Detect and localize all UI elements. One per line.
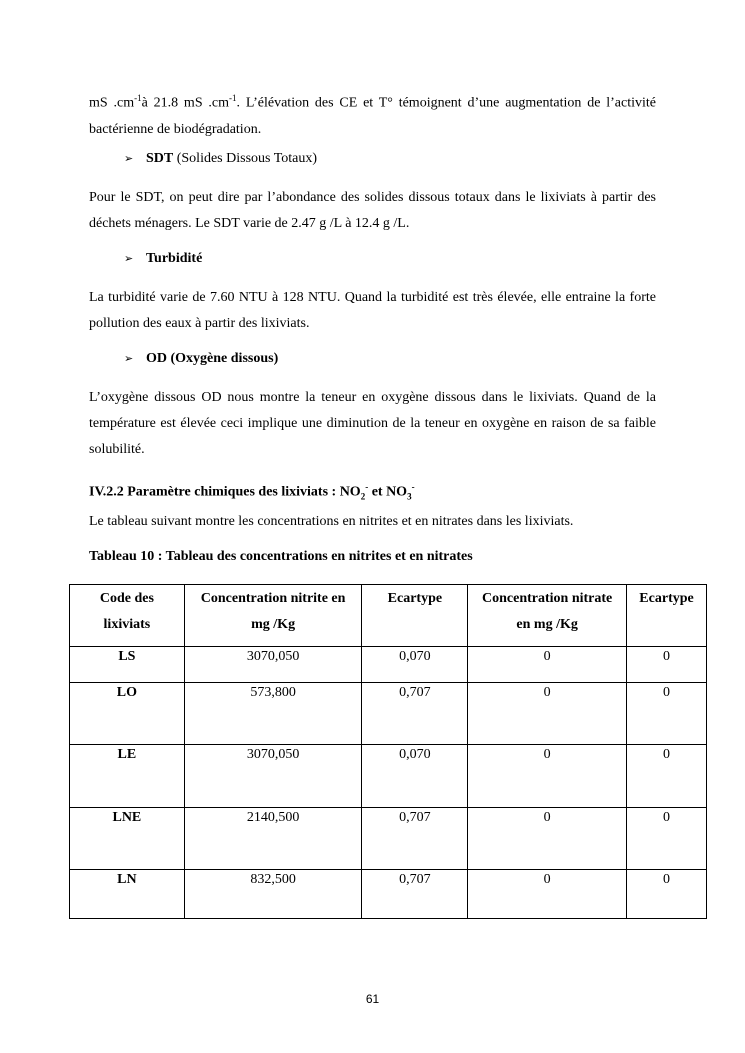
superscript: - [365,482,369,492]
cell-nitrite: 573,800 [184,683,362,745]
header-code: Code des lixiviats [70,585,185,647]
bullet-turbidite [124,249,202,269]
header-ecartype-1: Ecartype [362,585,468,647]
cell-code: LN [70,870,185,919]
header-ecartype-2: Ecartype [627,585,707,647]
cell-nitrite: 3070,050 [184,745,362,808]
arrow-bullet-icon: ➢ [124,252,134,265]
table-row [70,647,707,683]
arrow-bullet-icon: ➢ [124,352,134,365]
cell-nitrate: 0 [468,745,627,808]
bullet-turbidite-label: Turbidité [146,251,203,266]
cell-ecartype-2: 0 [627,870,707,919]
heading-text: IV.2.2 Paramètre chimiques des lixiviats : NO [89,484,361,500]
cell-code: LO [70,683,185,745]
bullet-od [124,349,278,369]
cell-code: LNE [70,808,185,870]
cell-code: LS [70,647,185,683]
cell-ecartype-1: 0,707 [362,808,468,870]
text-run: . L’élévation des CE et T° témoignent d’une augmentation de l’activité bactérienne de biodégradation. [89,95,656,137]
cell-nitrate: 0 [468,870,627,919]
superscript: - [411,482,415,492]
header-nitrite: Concentration nitrite en mg /Kg [184,585,362,647]
table-row [70,808,707,870]
paragraph-od: L’oxygène dissous OD nous montre la teneur en oxygène dissous dans le lixiviats. Quand de la température est élevée ceci implique une diminution de la teneur en oxygène en raison de sa faible solubilité. [89,390,656,457]
header-nitrate: Concentration nitrate en mg /Kg [468,585,627,647]
table-row [70,683,707,745]
cell-ecartype-1: 0,070 [362,647,468,683]
subscript: 3 [407,491,412,502]
superscript: -1 [134,93,142,103]
cell-ecartype-1: 0,070 [362,745,468,808]
bullet-sdt [124,149,317,169]
cell-ecartype-2: 0 [627,647,707,683]
table-header-row [70,585,707,647]
cell-nitrate: 0 [468,647,627,683]
cell-code: LE [70,745,185,808]
concentration-table [69,584,707,919]
bullet-od-label: OD (Oxygène dissous) [146,351,279,366]
bullet-sdt-bold: SDT [146,151,174,166]
table-caption: Tableau 10 : Tableau des concentrations en nitrites et en nitrates [89,549,473,564]
paragraph-sdt: Pour le SDT, on peut dire par l’abondance des solides dissous totaux dans le lixiviats à partir des déchets ménagers. Le SDT varie de 2.47 g /L à 12.4 g /L. [89,190,656,231]
cell-nitrate: 0 [468,808,627,870]
cell-ecartype-2: 0 [627,683,707,745]
heading-text: et NO [368,484,408,500]
paragraph-turbidite: La turbidité varie de 7.60 NTU à 128 NTU. Quand la turbidité est très élevée, elle entraine la forte pollution des eaux à partir des lixiviats. [89,290,656,331]
cell-nitrite: 2140,500 [184,808,362,870]
text-run: mS .cm [89,95,135,111]
superscript: -1 [229,93,237,103]
table-row [70,870,707,919]
cell-nitrite: 832,500 [184,870,362,919]
paragraph-conductivity [89,85,656,143]
section-heading [89,477,415,506]
bullet-sdt-rest: (Solides Dissous Totaux) [173,151,318,166]
cell-ecartype-2: 0 [627,745,707,808]
cell-ecartype-2: 0 [627,808,707,870]
text-run: à 21.8 mS .cm [141,95,230,111]
table-row [70,745,707,808]
cell-nitrite: 3070,050 [184,647,362,683]
cell-nitrate: 0 [468,683,627,745]
paragraph-table-intro: Le tableau suivant montre les concentrations en nitrites et en nitrates dans les lixiviats. [89,514,574,529]
cell-ecartype-1: 0,707 [362,683,468,745]
cell-ecartype-1: 0,707 [362,870,468,919]
arrow-bullet-icon: ➢ [124,152,134,165]
page-number: 61 [365,992,380,1006]
subscript: 2 [360,491,366,502]
